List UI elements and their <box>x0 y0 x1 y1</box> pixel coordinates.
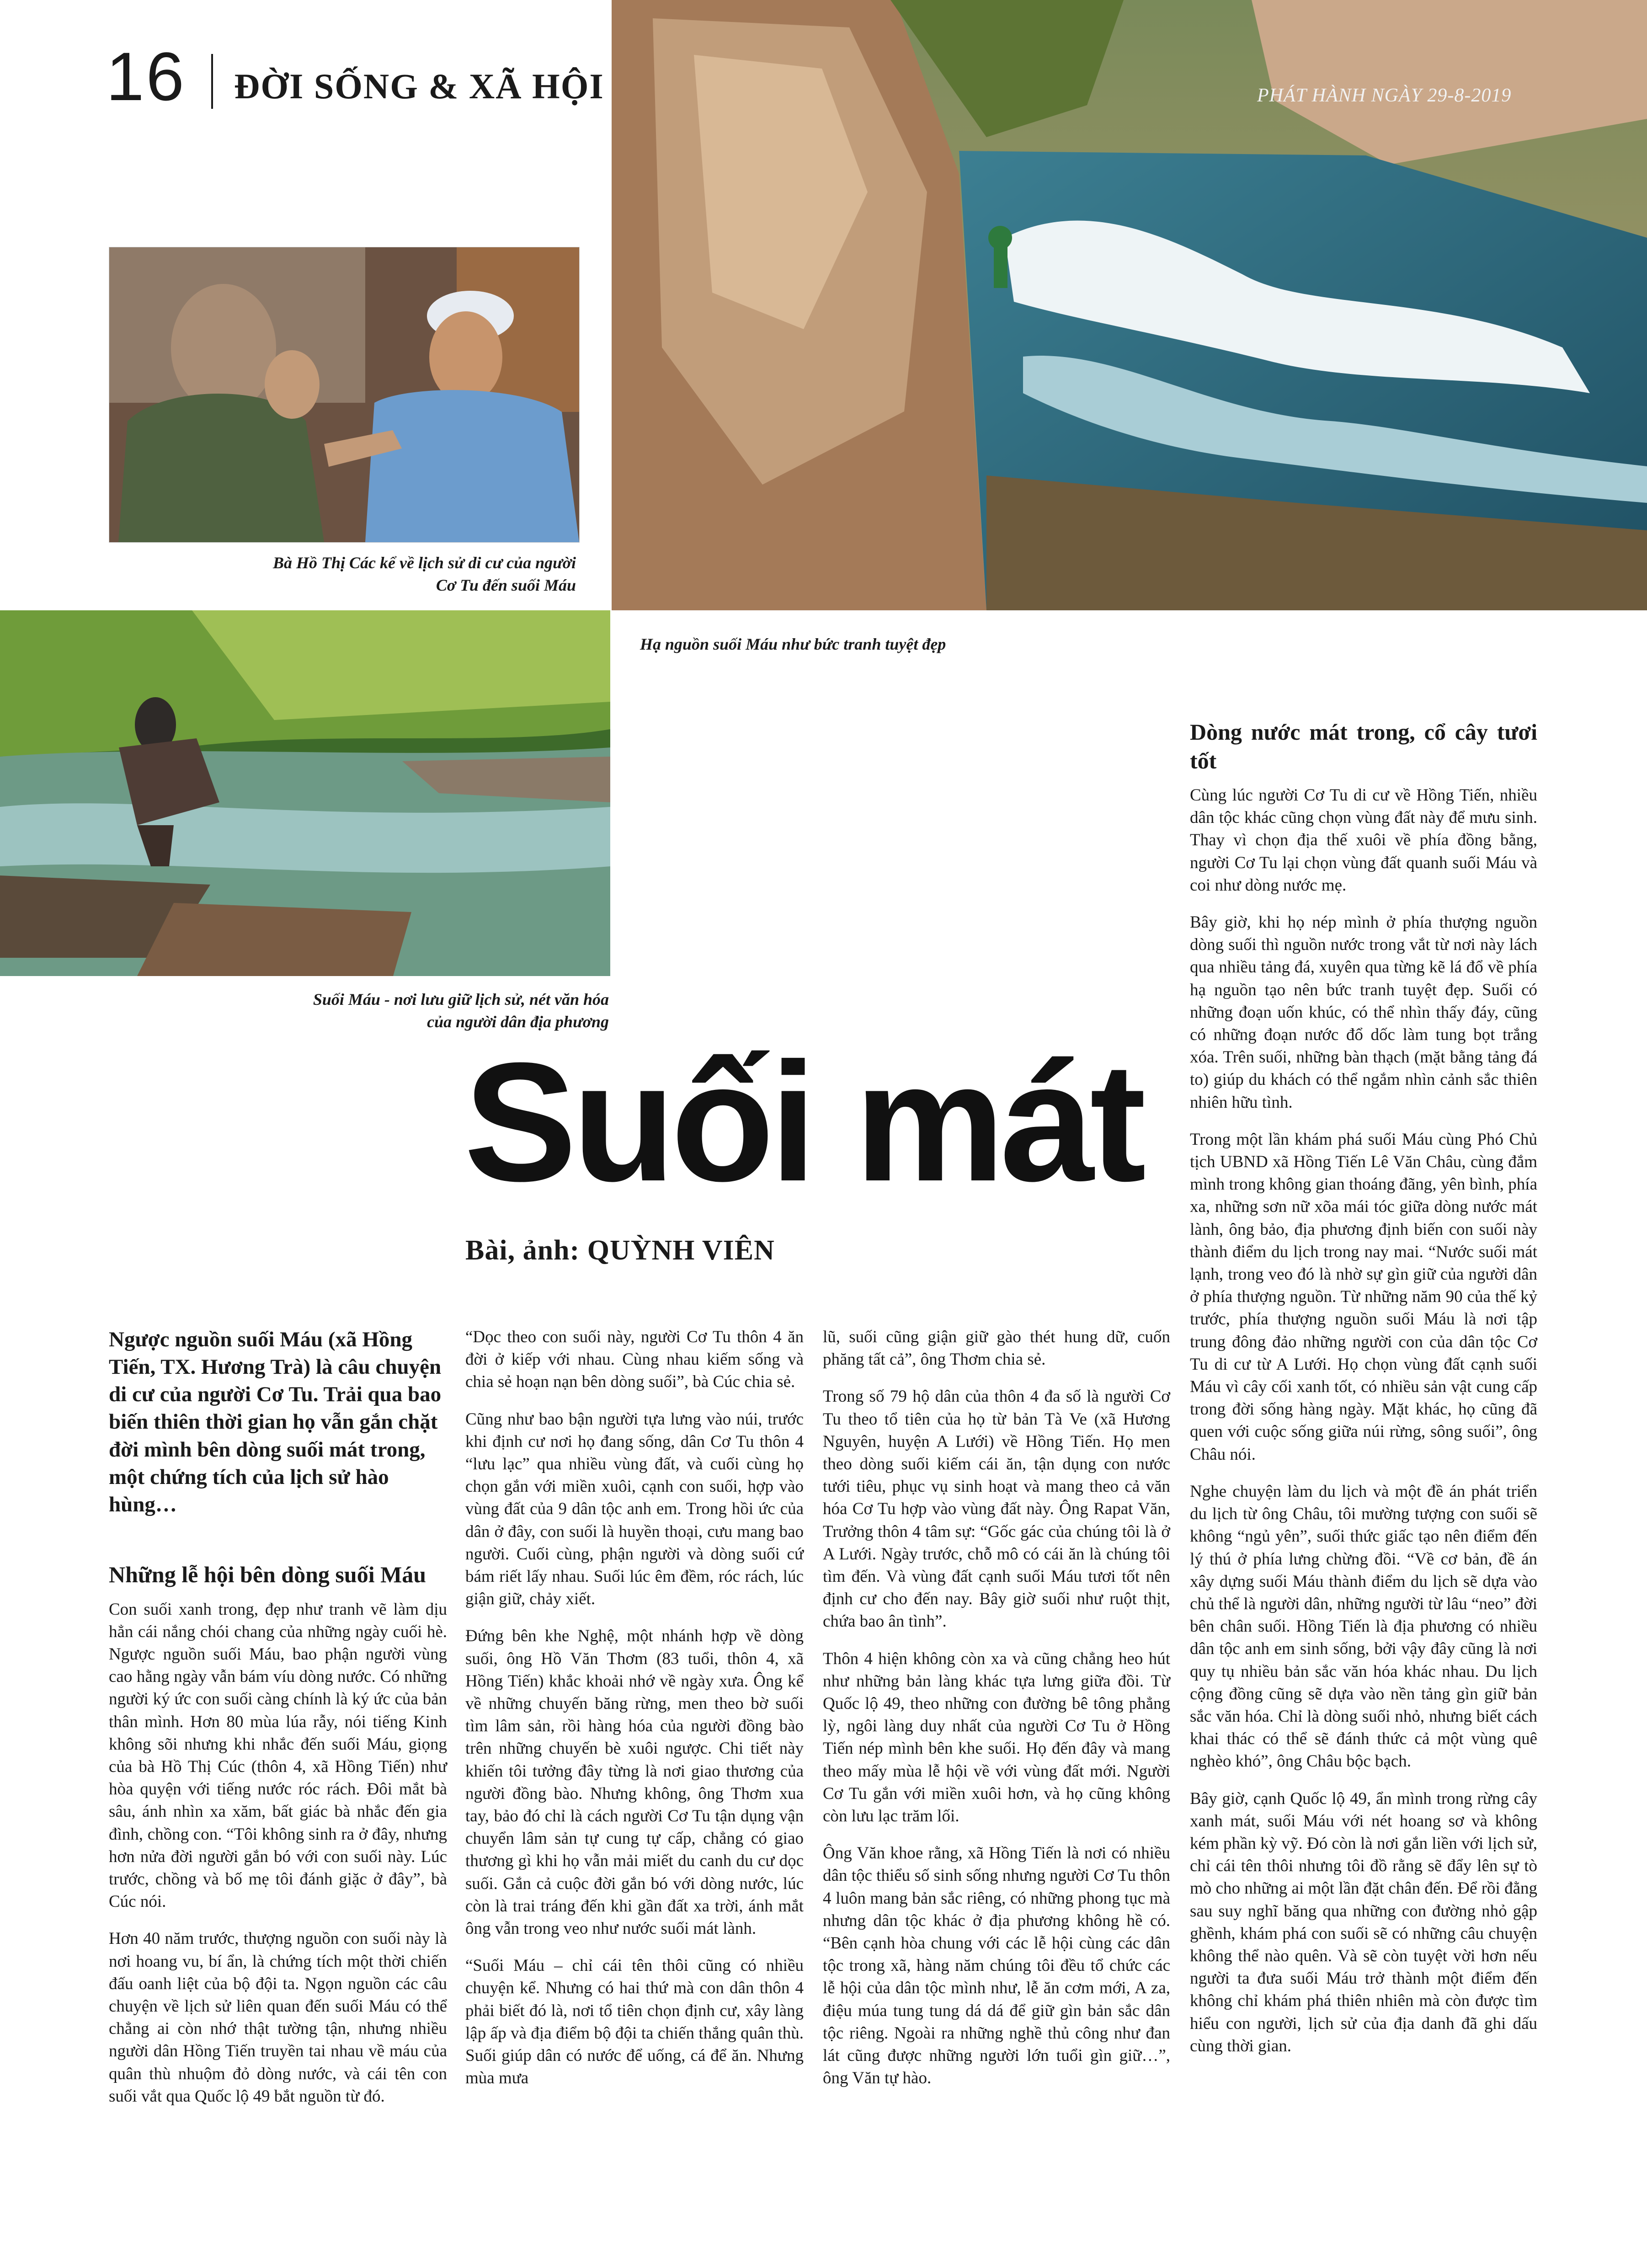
paragraph: Con suối xanh trong, đẹp như tranh vẽ làm dịu hẳn cái nắng chói chang của những ngày cuối hè. Ngược nguồn suối Máu, bao phận người vùng cao hằng ngày vẫn bám víu dòng nước. Có những người ký ức con suối càng chính là ký ức của bản thân mình. Hơn 80 mùa lúa rẫy, nói tiếng Kinh không sõi nhưng khi nhắc đến suối Máu, giọng của bà Hồ Thị Cúc (thôn 4, xã Hồng Tiến) như hòa quyện với tiếng nước róc rách. Đôi mắt bà sâu, ánh nhìn xa xăm, bất giác bà nhắc đến gia đình, chồng con. “Tôi không sinh ra ở đây, nhưng hơn nửa đời người gắn bó với con suối này. Lúc trước, chồng và bố mẹ tôi đánh giặc ở đây”, bà Cúc nói. <box>109 1600 447 1911</box>
paragraph: Ông Văn khoe rằng, xã Hồng Tiến là nơi có nhiều dân tộc thiểu số sinh sống nhưng người Cơ Tu thôn 4 luôn mang bản sắc riêng, có những phong tục mà nhưng dân tộc khác ở địa phương không hề có. “Bên cạnh hòa chung với các lễ hội cùng các dân tộc trong xã, hàng năm chúng tôi đều tổ chức các lễ hội của dân tộc mình như, lễ ăn cơm mới, A za, điệu múa tung tung dá dá để giữ gìn bản sắc dân tộc riêng. Ngoài ra những nghề thủ công như đan lát cũng được những người lớn tuổi gìn giữ…”, ông Văn tự hào. <box>823 1844 1170 2088</box>
paragraph: Trong một lần khám phá suối Máu cùng Phó Chủ tịch UBND xã Hồng Tiến Lê Văn Châu, cùng đắm mình trong không gian thoáng đãng, yên bình, phía xa, những sơn nữ xõa mái tóc giữa dòng nước mát lành, ông bảo, địa phương định biến con suối này thành điểm du lịch trong nay mai. “Nước suối mát lạnh, trong veo đó là nhờ sự gìn giữ của người dân ở phía thượng nguồn. Từ những năm 90 của thế kỷ trước, phía thượng nguồn suối Máu là nơi tập trung đông đảo những người con của dân tộc Cơ Tu di cư từ A Lưới. Họ chọn vùng đất cạnh suối Máu vì cây cối xanh tốt, có nhiều sản vật cung cấp trong đời sống hàng ngày. Mặt khác, họ cũng đã quen với cuộc sống giữa núi rừng, sông suối”, ông Châu nói. <box>1190 1130 1537 1464</box>
paragraph: Trong số 79 hộ dân của thôn 4 đa số là người Cơ Tu theo tổ tiên của họ từ bản Tà Ve (xã Hương Nguyên, huyện A Lưới) về Hồng Tiến. Họ men theo dòng suối kiếm cái ăn, tận dụng con nước tưới tiêu, phục vụ sinh hoạt và mang theo cả văn hóa Cơ Tu hợp vào vùng đất này. Ông Rapat Văn, Trưởng thôn 4 tâm sự: “Gốc gác của chúng tôi là ở A Lưới. Ngày trước, chỗ mô có cái ăn là chúng tôi tìm đến. Và vùng đất cạnh suối Máu tươi tốt nên định cư cho đến nay. Bây giờ suối như ruột thịt, chứa bao ân tình”. <box>823 1387 1170 1631</box>
paragraph: Nghe chuyện làm du lịch và một đề án phát triển du lịch từ ông Châu, tôi mường tượng con suối sẽ không “ngủ yên”, suối thức giấc tạo nên điểm đến lý thú ở phía lưng chừng đồi. “Về cơ bản, đề án xây dựng suối Máu thành điểm du lịch sẽ dựa vào chủ thể là người dân, những người từ lâu “neo” đời bên chân suối. Hồng Tiến là địa phương có nhiều dân tộc anh em sinh sống, bởi vậy đây cũng là nơi quy tụ nhiều bản sắc văn hóa khác nhau. Du lịch cộng đồng cũng sẽ dựa vào nền tảng gìn giữ bản sắc văn hóa. Chỉ là dòng suối nhỏ, nhưng biết cách khai thác có thể sẽ đánh thức cả một vùng quê nghèo khó”, ông Châu bộc bạch. <box>1190 1482 1537 1771</box>
article-byline: Bài, ảnh: QUỲNH VIÊN <box>465 1235 775 1266</box>
paragraph: Cũng như bao bận người tựa lưng vào núi, trước khi định cư nơi họ đang sống, dân Cơ Tu thôn 4 “lưu lạc” qua nhiều vùng đất, và cuối cùng họ chọn gắn với miền xuôi, cạnh con suối, hợp vào vùng đất của 9 dân tộc anh em. Trong hồi ức của dân ở đây, con suối là huyền thoại, cưu mang bao người. Cuối cùng, phận người và dòng suối cứ bám riết lấy nhau. Suối lúc êm đềm, róc rách, lúc giận giữ, chảy xiết. <box>465 1409 804 1609</box>
column-4 <box>1190 718 1537 2072</box>
column-1 <box>109 1326 447 2122</box>
subhead-festivals: Những lễ hội bên dòng suối Máu <box>109 1562 426 1588</box>
paragraph: Hơn 40 năm trước, thượng nguồn con suối này là nơi hoang vu, bí ẩn, là chứng tích một thời chiến đấu oanh liệt của bộ đội ta. Ngọn nguồn các câu chuyện về lịch sử liên quan đến suối Máu có thể chẳng ai còn nhớ thật tường tận, nhưng nhiều người dân Hồng Tiến truyền tai nhau về máu của quân thù nhuộm đỏ dòng nước, và cái tên con suối vắt qua Quốc lộ 49 bắt nguồn từ đó. <box>109 1929 447 2106</box>
section-title: ĐỜI SỐNG & XÃ HỘI <box>234 66 604 106</box>
subhead-cool-water: Dòng nước mát trong, cổ cây tươi tốt <box>1190 719 1537 774</box>
paragraph: Thôn 4 hiện không còn xa và cũng chẳng heo hút như những bản làng khác tựa lưng giữa đồi. Từ Quốc lộ 49, theo những con đường bê tông phẳng lỳ, ngôi làng duy nhất của người Cơ Tu ở Hồng Tiến nép mình bên khe suối. Họ đến đây và mang theo mấy mùa lễ hội về với vùng đất mới. Người Cơ Tu gắn với miền xuôi hơn, và họ cũng không còn lưu lạc trăm lối. <box>823 1649 1170 1826</box>
column-2 <box>465 1326 804 2104</box>
page-number: 16 <box>106 38 186 115</box>
caption-waterfall: Hạ nguồn suối Máu như bức tranh tuyệt đẹp <box>640 635 946 653</box>
paragraph: Bây giờ, khi họ nép mình ở phía thượng nguồn dòng suối thì nguồn nước trong vắt từ nơi này lách qua nhiều tảng đá, xuyên qua từng kẽ lá đổ về phía hạ nguồn tạo nên bức tranh tuyệt đẹp. Suối có những đoạn uốn khúc, có thể nhìn thấy đáy, cũng có những đoạn nước đổ dốc làm tung bọt trắng xóa. Trên suối, những bàn thạch (mặt bằng tảng đá to) giúp du khách có thể ngắm nhìn cảnh sắc thiên nhiên hữu tình. <box>1190 913 1537 1112</box>
paragraph: “Suối Máu – chỉ cái tên thôi cũng có nhiều chuyện kể. Nhưng có hai thứ mà con dân thôn 4 phải biết đó là, nơi tổ tiên chọn định cư, xây làng lập ấp và địa điểm bộ đội ta chiến thắng quân thù. Suối giúp dân có nước để uống, cá để ăn. Nhưng mùa mưa <box>465 1956 804 2088</box>
paragraph: Cùng lúc người Cơ Tu di cư về Hồng Tiến, nhiều dân tộc khác cũng chọn vùng đất này để mưu sinh. Thay vì chọn địa thế xuôi về phía đồng bằng, người Cơ Tu lại chọn vùng đất quanh suối Máu và coi như dòng nước mẹ. <box>1190 786 1537 895</box>
header-divider <box>211 54 213 109</box>
article-lead: Ngược nguồn suối Máu (xã Hồng Tiến, TX. Hương Trà) là câu chuyện di cư của người Cơ Tu. Trải qua bao biến thiên thời gian họ vẫn gắn chặt đời mình bên dòng suối mát trong, một chứng tích của lịch sử hào hùng… <box>109 1328 442 1516</box>
article-title: Suối mát <box>464 1028 1142 1217</box>
paragraph: “Dọc theo con suối này, người Cơ Tu thôn 4 ăn đời ở kiếp với nhau. Cùng nhau kiếm sống và chia sẻ hoạn nạn bên dòng suối”, bà Cúc chia sẻ. <box>465 1328 804 1392</box>
paragraph: lũ, suối cũng giận giữ gào thét hung dữ, cuốn phăng tất cả”, ông Thơm chia sẻ. <box>823 1328 1170 1369</box>
column-3 <box>823 1326 1170 2104</box>
caption-interview: Bà Hồ Thị Các kể về lịch sử di cư của người Cơ Tu đến suối Máu <box>273 554 576 594</box>
photo-interview <box>109 247 580 543</box>
paragraph: Đứng bên khe Nghệ, một nhánh hợp về dòng suối, ông Hồ Văn Thơm (83 tuổi, thôn 4, xã Hồng Tiến) khắc khoải nhớ về ngày xưa. Ông kể về những chuyến băng rừng, men theo bờ suối tìm lâm sản, rồi hàng hóa của người đồng bào trên những chuyến bè xuôi ngược. Chi tiết này khiến tôi tưởng đây từng là nơi giao thương của người đồng bào. Nhưng không, ông Thơm xua tay, bảo đó chỉ là cách người Cơ Tu tận dụng vận chuyển lâm sản tự cung tự cấp, chẳng có giao thương gì khi họ vẫn mải miết du canh du cư dọc suối. Gắn cả cuộc đời gắn bó với dòng nước, lúc còn là trai tráng đến khi gần đất xa trời, ánh mắt ông vẫn trong veo như nước suối mát lành. <box>465 1627 804 1938</box>
publication-date: PHÁT HÀNH NGÀY 29-8-2019 <box>1257 85 1512 106</box>
paragraph: Bây giờ, cạnh Quốc lộ 49, ẩn mình trong rừng cây xanh mát, suối Máu với nét hoang sơ và không kém phần kỳ vỹ. Đó còn là nơi gắn liền với lịch sử, chỉ cái tên thôi nhưng tôi đồ rằng sẽ đẩy lên sự tò mò cho những ai một lần đặt chân đến. Để rồi đằng sau suy nghĩ băng qua những con đường nhỏ gập ghềnh, khám phá con suối sẽ có những câu chuyện không thể nào quên. Và sẽ còn tuyệt vời hơn nếu người ta đưa suối Máu trở thành một điểm đến không chỉ khám phá thiên nhiên mà còn được tìm hiểu con người, lịch sử của địa danh đã ghi dấu cùng thời gian. <box>1190 1789 1537 2055</box>
caption-stream: Suối Máu - nơi lưu giữ lịch sử, nét văn hóa của người dân địa phương <box>313 990 609 1031</box>
photo-stream <box>0 610 610 976</box>
